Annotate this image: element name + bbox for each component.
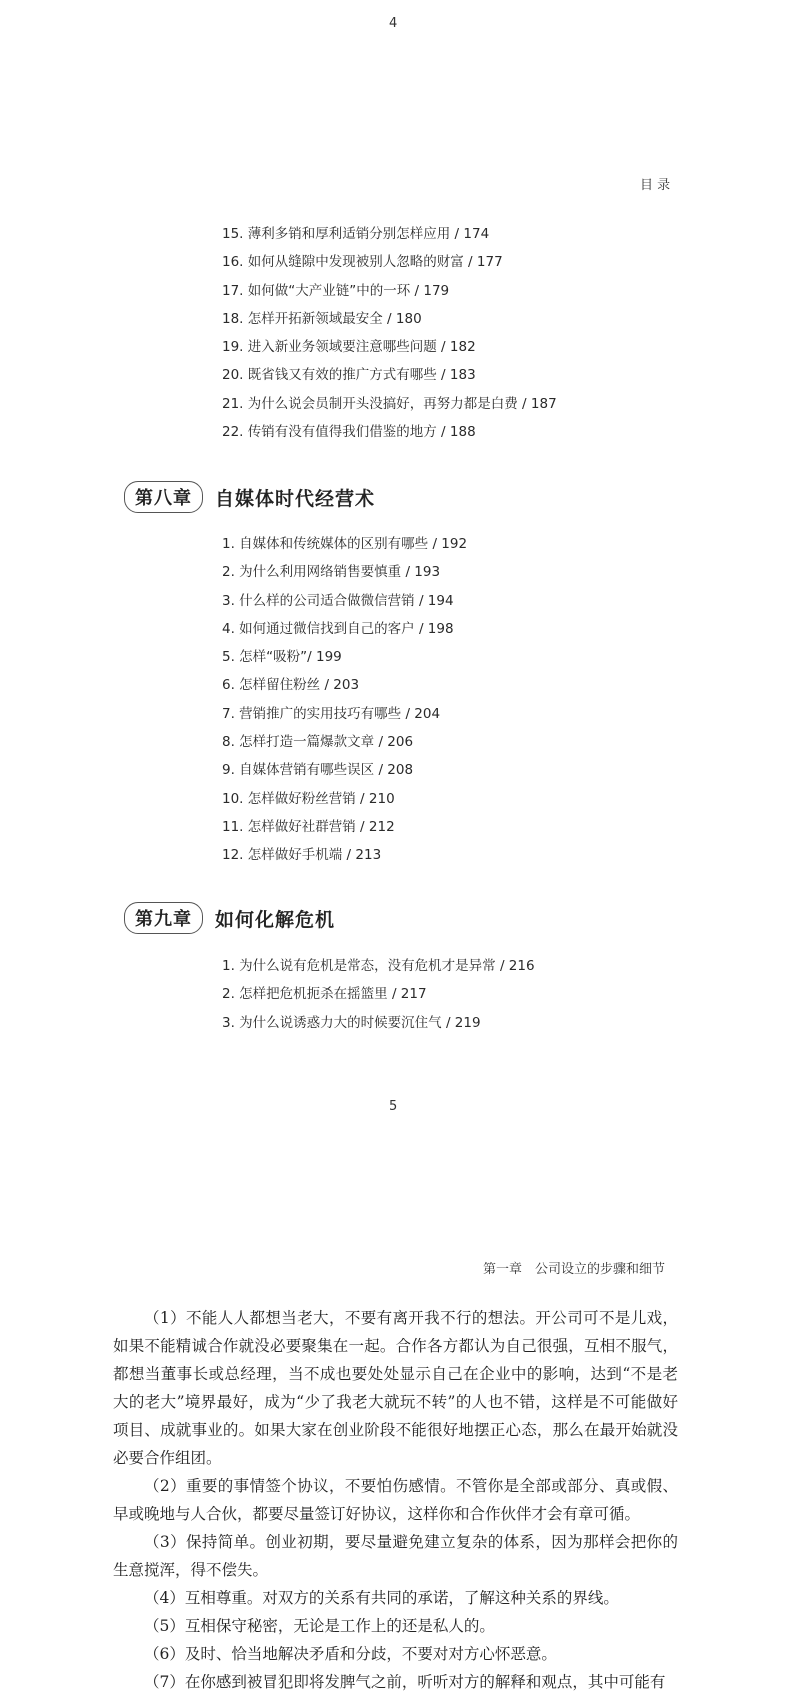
toc-item: 6. 怎样留住粉丝 / 203	[222, 677, 360, 694]
toc-item: 21. 为什么说会员制开头没搞好，再努力都是白费 / 187	[222, 395, 557, 412]
body-text	[113, 1304, 678, 1696]
paragraph: （3）保持简单。创业初期，要尽量避免建立复杂的体系，因为那样会把你的生意搅浑，得不偿失。	[113, 1533, 678, 1579]
toc-item: 3. 为什么说诱惑力大的时候要沉住气 / 219	[222, 1014, 481, 1031]
chapter-title: 自媒体时代经营术	[215, 487, 376, 510]
paragraph: （1）不能人人都想当老大，不要有离开我不行的想法。开公司可不是儿戏，如果不能精诚合作就没必要聚集在一起。合作各方都认为自己很强，互相不服气，都想当董事长或总经理，当不成也要处处显示自己在企业中的影响，达到“不是老大的老大”境界最好，成为“少了我老大就玩不转”的人也不错，这样是不可能做好项目、成就事业的。如果大家在创业阶段不能很好地摆正心态，那么在最开始就没必要合作组团。	[113, 1309, 678, 1467]
paragraph: （5）互相保守秘密，无论是工作上的还是私人的。	[144, 1617, 495, 1635]
chapter-heading-9	[124, 902, 335, 934]
chapter-label: 第九章	[124, 902, 203, 934]
paragraph: （4）互相尊重。对双方的关系有共同的承诺，了解这种关系的界线。	[144, 1589, 619, 1607]
chapter-heading-8	[124, 481, 375, 513]
toc-item: 8. 怎样打造一篇爆款文章 / 206	[222, 734, 414, 751]
running-header-contents: 目 录	[640, 178, 671, 193]
toc-item: 18. 怎样开拓新领域最安全 / 180	[222, 310, 422, 327]
toc-list-continued	[222, 220, 557, 446]
toc-item: 16. 如何从缝隙中发现被别人忽略的财富 / 177	[222, 254, 503, 271]
toc-item: 5. 怎样“吸粉”/ 199	[222, 649, 342, 666]
page-number-top: 4	[389, 16, 398, 31]
toc-item: 7. 营销推广的实用技巧有哪些 / 204	[222, 705, 441, 722]
toc-item: 10. 怎样做好粉丝营销 / 210	[222, 790, 395, 807]
toc-item: 11. 怎样做好社群营销 / 212	[222, 818, 395, 835]
toc-item: 3. 什么样的公司适合做微信营销 / 194	[222, 592, 454, 609]
toc-item: 1. 自媒体和传统媒体的区别有哪些 / 192	[222, 536, 468, 552]
toc-item: 19. 进入新业务领域要注意哪些问题 / 182	[222, 339, 476, 356]
paragraph: （6）及时、恰当地解决矛盾和分歧，不要对对方心怀恶意。	[144, 1645, 557, 1663]
running-header-chapter: 第一章 公司设立的步骤和细节	[483, 1262, 666, 1277]
paragraph: （7）在你感到被冒犯即将发脾气之前，听听对方的解释和观点，其中可能有	[144, 1673, 666, 1691]
chapter-title: 如何化解危机	[215, 908, 336, 931]
toc-list-chapter-9	[222, 952, 535, 1037]
toc-item: 17. 如何做“大产业链”中的一环 / 179	[222, 282, 450, 299]
toc-item: 2. 为什么利用网络销售要慎重 / 193	[222, 564, 441, 581]
toc-item: 20. 既省钱又有效的推广方式有哪些 / 183	[222, 367, 476, 384]
toc-item: 15. 薄利多销和厚利适销分别怎样应用 / 174	[222, 226, 490, 242]
toc-item: 22. 传销有没有值得我们借鉴的地方 / 188	[222, 424, 476, 441]
toc-list-chapter-8	[222, 530, 467, 870]
paragraph: （2）重要的事情签个协议，不要怕伤感情。不管你是全部或部分、真或假、早或晚地与人合伙，都要尽量签订好协议，这样你和合作伙伴才会有章可循。	[113, 1477, 678, 1523]
toc-item: 12. 怎样做好手机端 / 213	[222, 847, 382, 864]
toc-item: 2. 怎样把危机扼杀在摇篮里 / 217	[222, 986, 427, 1003]
chapter-label: 第八章	[124, 481, 203, 513]
page-number-bottom: 5	[389, 1099, 398, 1114]
toc-item: 1. 为什么说有危机是常态，没有危机才是异常 / 216	[222, 958, 535, 974]
toc-item: 9. 自媒体营销有哪些误区 / 208	[222, 762, 414, 779]
toc-item: 4. 如何通过微信找到自己的客户 / 198	[222, 620, 454, 637]
